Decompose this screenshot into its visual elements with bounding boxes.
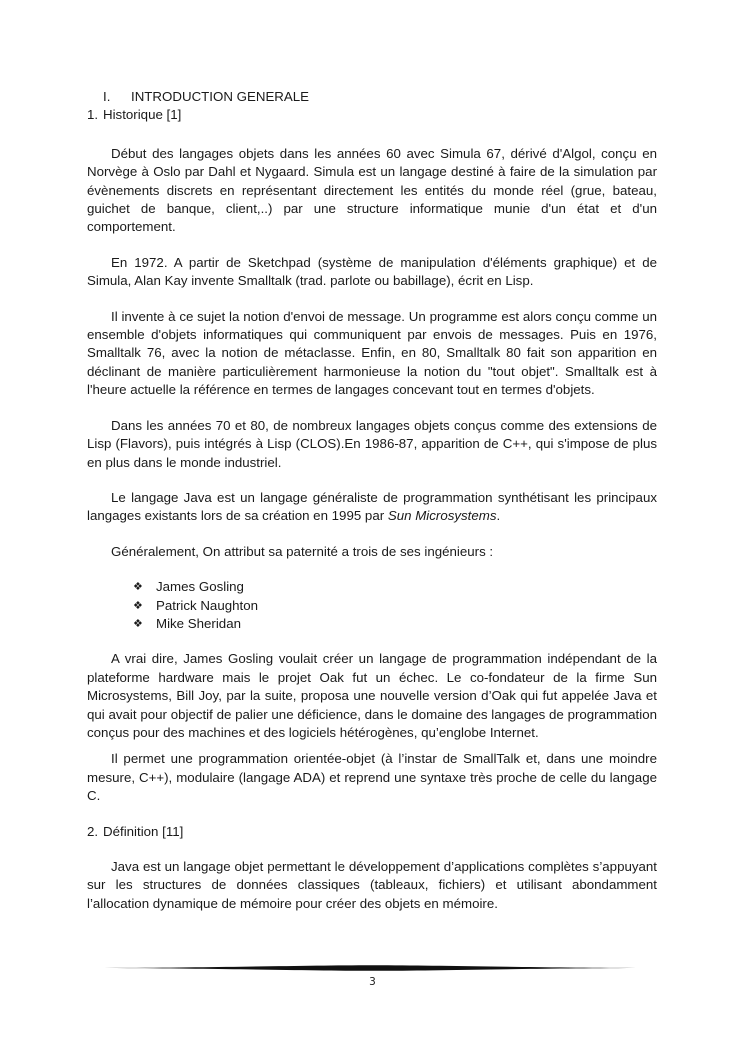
section-title: Historique [1] — [103, 107, 182, 123]
inventor-name: Mike Sheridan — [156, 615, 241, 631]
chapter-title: INTRODUCTION GENERALE — [131, 89, 310, 104]
section-heading-definition — [87, 823, 657, 841]
page-content — [87, 88, 657, 913]
diamond-star-bullet-icon: ❖ — [133, 599, 143, 612]
chapter-number: I. — [103, 89, 111, 104]
paragraph-oop-features: Il permet une programmation orientée-objet (à l’instar de SmallTalk et, dans une moindre mesure, C++), modulaire (langage ADA) et reprend une syntaxe très proche de celle du langage C. — [87, 751, 657, 804]
list-item — [133, 615, 657, 633]
diamond-star-bullet-icon: ❖ — [133, 617, 143, 630]
inventors-list — [87, 578, 657, 633]
paragraph-java-language — [87, 489, 657, 526]
diamond-star-bullet-icon: ❖ — [133, 581, 143, 594]
list-item — [133, 578, 657, 596]
list-item — [133, 597, 657, 615]
java-paragraph-text: Le langage Java est un langage généraliste de programmation synthétisant les principaux langages existants lors de sa création en 1995 par — [87, 489, 657, 524]
section-number: 2. — [87, 823, 99, 839]
paragraph-paternity: Généralement, On attribut sa paternité a trois de ses ingénieurs : — [111, 543, 494, 559]
java-paragraph-end: . — [496, 508, 501, 524]
footer-divider — [104, 964, 641, 972]
section-title: Définition [11] — [103, 823, 184, 839]
paragraph-simula: Début des langages objets dans les années 60 avec Simula 67, dérivé d'Algol, conçu en Norvège à Oslo par Dahl et Nygaard. Simula est un langage destiné à faire de la simulation par évènements discrets en représentant directement les entités du monde réel (grue, bateau, guichet de banque, client,..) par une structure informatique munie d'un état et d'un comportement. — [87, 145, 657, 235]
paragraph-lisp-cpp: Dans les années 70 et 80, de nombreux langages objets conçus comme des extensions de Lisp (Flavors), puis intégrés à Lisp (CLOS).En 1986-87, apparition de C++, qui s'impose de plus en plus dans le monde industriel. — [87, 417, 657, 470]
section-heading-historique — [87, 106, 657, 124]
paragraph-message-passing: Il invente à ce sujet la notion d'envoi de message. Un programme est alors conçu comme un ensemble d'objets informatiques qui communiquent par envois de messages. Puis en 1976, Smalltalk 76, avec la notion de métaclasse. Enfin, en 80, Smalltalk 80 fait son apparition en déclinant de manière particulièrement harmonieuse la notion du "tout objet". Smalltalk est à l'heure actuelle la référence en termes de langages concevant tout en termes d'objets. — [87, 308, 657, 398]
paragraph-oak-project: A vrai dire, James Gosling voulait créer un langage de programmation indépendant de la plateforme hardware mais le projet Oak fut un échec. Le co-fondateur de la firme Sun Microsystems, Bill Joy, par la suite, proposa une nouvelle version d’Oak qui fut appelée Java et qui avait pour objectif de palier une déficience, dans le domaine des langages de programmation conçus pour des machines et des logiciels hétérogènes, qu’englobe Internet. — [87, 651, 657, 740]
chapter-heading — [87, 88, 657, 106]
paragraph-java-definition: Java est un langage objet permettant le développement d’applications complètes s’appuyant sur les structures de données classiques (tableaux, fichiers) et utilisant abondamment l’allocation dynamique de mémoire pour créer des objets en mémoire. — [87, 858, 657, 911]
paragraph-smalltalk-origin: En 1972. A partir de Sketchpad (système de manipulation d'éléments graphique) et de Simula, Alan Kay invente Smalltalk (trad. parlote ou babillage), écrit en Lisp. — [87, 254, 657, 289]
company-name: Sun Microsystems — [387, 508, 497, 524]
page-number: 3 — [369, 976, 376, 988]
section-number: 1. — [87, 107, 99, 123]
inventor-name: Patrick Naughton — [156, 597, 258, 613]
inventor-name: James Gosling — [156, 579, 244, 595]
